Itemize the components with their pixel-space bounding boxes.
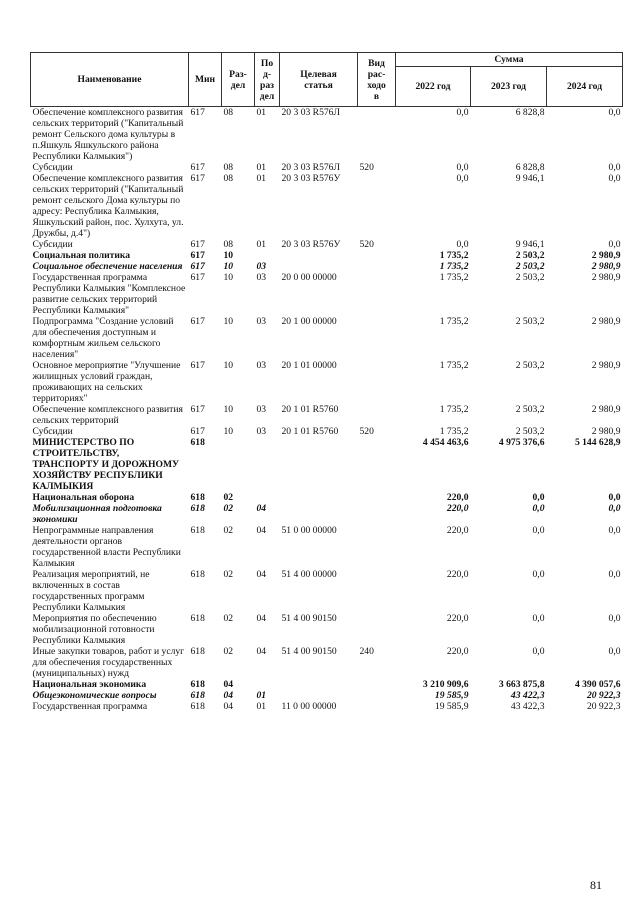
- row-sum-2023: 9 946,1: [515, 239, 545, 250]
- table-row: [31, 173, 623, 239]
- row-sum-2024: 2 980,9: [591, 360, 621, 371]
- table-row: [31, 679, 623, 690]
- row-sum-2022: 1 735,2: [439, 360, 469, 371]
- row-sum-2024: 0,0: [608, 569, 621, 580]
- row-podrazdel: 04: [256, 613, 267, 624]
- row-min: 618: [190, 613, 205, 624]
- row-name: Субсидии: [32, 162, 73, 173]
- table-row: [31, 272, 623, 316]
- row-target-article: [280, 679, 358, 690]
- row-expense-type: [358, 690, 396, 701]
- row-razdel: 02: [223, 525, 234, 536]
- row-expense-type: 520: [359, 162, 374, 173]
- row-podrazdel: 04: [256, 525, 267, 536]
- row-sum-2023: 0,0: [532, 569, 545, 580]
- row-sum-2023: 6 828,8: [515, 162, 545, 173]
- row-podrazdel: 03: [256, 360, 267, 371]
- row-sum-2023: 2 503,2: [515, 404, 545, 415]
- row-podrazdel: 03: [256, 426, 267, 437]
- header-year-2024: 2024 год: [547, 67, 623, 107]
- table-row: [31, 404, 623, 426]
- row-sum-2024: 4 390 057,6: [574, 679, 621, 690]
- row-target-article: 20 1 01 R5760: [281, 426, 339, 437]
- row-name: Субсидии: [32, 426, 73, 437]
- row-name: Реализация мероприятий, не включенных в состав государственных программ Республики Калмыкия: [32, 569, 150, 613]
- row-razdel: 04: [223, 679, 234, 690]
- row-podrazdel: [255, 250, 280, 261]
- row-podrazdel: 01: [256, 107, 267, 118]
- row-name: Подпрограмма "Создание условий для обеспечения доступным и комфортным жильем сельского населения": [32, 316, 174, 360]
- row-sum-2023: 2 503,2: [515, 360, 545, 371]
- row-sum-2022: 220,0: [446, 646, 469, 657]
- row-expense-type: [358, 272, 396, 316]
- row-name: Основное мероприятие "Улучшение жилищных условий граждан, проживающих на сельских территориях": [32, 360, 181, 404]
- row-sum-2023: 6 828,8: [515, 107, 545, 118]
- row-expense-type: [358, 492, 396, 503]
- row-sum-2024: 20 922,3: [586, 701, 621, 712]
- row-name: Социальное обеспечение населения: [32, 261, 183, 272]
- row-sum-2023: 0,0: [532, 613, 545, 624]
- row-razdel: 02: [223, 492, 234, 503]
- row-name: Субсидии: [32, 239, 73, 250]
- row-razdel: 10: [223, 404, 234, 415]
- row-min: 618: [190, 569, 205, 580]
- page-number: 81: [590, 878, 602, 892]
- table-row: [31, 239, 623, 250]
- row-sum-2022: 220,0: [446, 569, 469, 580]
- row-podrazdel: [255, 679, 280, 690]
- row-target-article: 11 0 00 00000: [281, 701, 337, 712]
- row-target-article: 20 3 03 R576Л: [281, 107, 340, 118]
- row-sum-2022: 220,0: [446, 492, 469, 503]
- row-expense-type: [358, 404, 396, 426]
- row-sum-2022: 0,0: [456, 173, 469, 184]
- header-vid: Вид рас- ходо в: [358, 53, 396, 107]
- row-sum-2022: 1 735,2: [439, 316, 469, 327]
- row-sum-2022: 220,0: [446, 503, 469, 514]
- row-sum-2022: 0,0: [456, 239, 469, 250]
- row-min: 617: [190, 250, 205, 261]
- row-podrazdel: 01: [256, 701, 267, 712]
- row-name: Социальная политика: [32, 250, 131, 261]
- table-row: [31, 690, 623, 701]
- row-min: 618: [190, 646, 205, 657]
- row-podrazdel: 03: [256, 272, 267, 283]
- table-row: [31, 250, 623, 261]
- row-name: Обеспечение комплексного развития сельских территорий ("Капитальный ремонт Сельского дома культуры в п.Яшкуль Яшкульского района Республики Калмыкия"): [32, 107, 184, 162]
- row-razdel: 08: [223, 239, 234, 250]
- row-sum-2024: 0,0: [608, 162, 621, 173]
- table-row: [31, 107, 623, 163]
- row-expense-type: 520: [359, 426, 374, 437]
- row-sum-2023: 43 422,3: [510, 690, 545, 701]
- row-target-article: 20 3 03 R576У: [281, 239, 341, 250]
- table-row: [31, 492, 623, 503]
- row-target-article: 20 1 00 00000: [281, 316, 337, 327]
- row-target-article: [280, 261, 358, 272]
- table-row: [31, 613, 623, 646]
- table-row: [31, 261, 623, 272]
- row-name: Мобилизационная подготовка экономики: [32, 503, 162, 525]
- row-min: 618: [190, 525, 205, 536]
- table-row: [31, 162, 623, 173]
- row-min: 617: [190, 261, 205, 272]
- budget-table: [30, 52, 623, 712]
- row-sum-2024: 0,0: [608, 646, 621, 657]
- table-row: [31, 360, 623, 404]
- row-expense-type: [358, 316, 396, 360]
- row-sum-2024: 2 980,9: [591, 426, 621, 437]
- row-sum-2022: 19 585,9: [434, 690, 469, 701]
- row-min: 618: [190, 679, 205, 690]
- row-sum-2023: 4 975 376,6: [498, 437, 545, 448]
- row-sum-2024: 2 980,9: [591, 261, 621, 272]
- row-sum-2023: 0,0: [532, 492, 545, 503]
- row-name: МИНИСТЕРСТВО ПО СТРОИТЕЛЬСТВУ, ТРАНСПОРТУ И ДОРОЖНОМУ ХОЗЯЙСТВУ РЕСПУБЛИКИ КАЛМЫКИЯ: [32, 437, 180, 492]
- row-expense-type: [358, 679, 396, 690]
- row-sum-2024: 0,0: [608, 492, 621, 503]
- row-expense-type: [358, 173, 396, 239]
- row-sum-2024: 2 980,9: [591, 404, 621, 415]
- row-sum-2022: 0,0: [456, 107, 469, 118]
- row-sum-2024: 0,0: [608, 173, 621, 184]
- row-expense-type: [358, 261, 396, 272]
- row-sum-2024: 0,0: [608, 613, 621, 624]
- row-target-article: 20 3 03 R576У: [281, 173, 341, 184]
- table-row: [31, 437, 623, 492]
- row-razdel: 02: [223, 613, 234, 624]
- row-name: Обеспечение комплексного развития сельских территорий: [32, 404, 183, 426]
- row-razdel: 02: [223, 503, 234, 514]
- row-expense-type: [358, 107, 396, 163]
- row-sum-2024: 2 980,9: [591, 272, 621, 283]
- row-target-article: 51 0 00 00000: [281, 525, 337, 536]
- row-target-article: [280, 503, 358, 525]
- row-sum-2023: 43 422,3: [510, 701, 545, 712]
- header-razdel: Раз- дел: [222, 53, 255, 107]
- row-expense-type: [358, 525, 396, 569]
- header-name: Наименование: [31, 53, 189, 107]
- row-min: 617: [190, 173, 205, 184]
- table-row: [31, 646, 623, 679]
- row-target-article: 51 4 00 00000: [281, 569, 337, 580]
- row-razdel: 08: [223, 162, 234, 173]
- row-sum-2023: 2 503,2: [515, 272, 545, 283]
- row-name: Государственная программа Республики Калмыкия "Комплексное развитие сельских территорий Республики Калмыкия": [32, 272, 186, 316]
- row-sum-2024: 2 980,9: [591, 316, 621, 327]
- row-name: Государственная программа: [32, 701, 148, 712]
- row-razdel: 08: [223, 173, 234, 184]
- row-expense-type: [358, 437, 396, 492]
- row-podrazdel: 03: [256, 404, 267, 415]
- row-razdel: 02: [223, 646, 234, 657]
- table-row: [31, 316, 623, 360]
- header-year-2023: 2023 год: [471, 67, 547, 107]
- row-expense-type: [358, 701, 396, 712]
- row-razdel: 08: [223, 107, 234, 118]
- row-sum-2022: 0,0: [456, 162, 469, 173]
- table-row: [31, 426, 623, 437]
- row-podrazdel: 04: [256, 569, 267, 580]
- row-expense-type: [358, 250, 396, 261]
- row-name: Национальная экономика: [32, 679, 147, 690]
- row-razdel: 04: [223, 690, 234, 701]
- row-target-article: 20 1 01 00000: [281, 360, 337, 371]
- row-podrazdel: 01: [256, 239, 267, 250]
- budget-page: [30, 52, 622, 712]
- row-min: 617: [190, 107, 205, 118]
- row-sum-2024: 2 980,9: [591, 250, 621, 261]
- row-sum-2022: 4 454 463,6: [422, 437, 469, 448]
- row-expense-type: [358, 503, 396, 525]
- row-min: 618: [190, 690, 205, 701]
- row-sum-2022: 1 735,2: [439, 426, 469, 437]
- row-sum-2022: 1 735,2: [439, 272, 469, 283]
- row-razdel: 10: [223, 272, 234, 283]
- row-sum-2024: 0,0: [608, 239, 621, 250]
- row-expense-type: [358, 569, 396, 613]
- row-name: Национальная оборона: [32, 492, 135, 503]
- row-min: 617: [190, 360, 205, 371]
- row-expense-type: 240: [359, 646, 374, 657]
- row-razdel: 10: [223, 261, 234, 272]
- row-sum-2022: 1 735,2: [439, 261, 469, 272]
- row-podrazdel: [255, 492, 280, 503]
- row-sum-2023: 9 946,1: [515, 173, 545, 184]
- table-header: [31, 53, 623, 107]
- row-sum-2022: 1 735,2: [439, 404, 469, 415]
- header-article: Целевая статья: [280, 53, 358, 107]
- header-sum: Сумма: [396, 53, 623, 67]
- table-row: [31, 569, 623, 613]
- row-podrazdel: 04: [256, 503, 267, 514]
- row-name: Общеэкономические вопросы: [32, 690, 157, 701]
- row-min: 617: [190, 162, 205, 173]
- row-sum-2023: 0,0: [532, 503, 545, 514]
- row-razdel: 10: [223, 426, 234, 437]
- row-sum-2024: 20 922,3: [586, 690, 621, 701]
- row-target-article: [280, 690, 358, 701]
- row-sum-2024: 5 144 628,9: [574, 437, 621, 448]
- row-name: Мероприятия по обеспечению мобилизационной готовности Республики Калмыкия: [32, 613, 157, 646]
- row-target-article: 51 4 00 90150: [281, 646, 337, 657]
- row-min: 618: [190, 701, 205, 712]
- row-min: 617: [190, 426, 205, 437]
- row-target-article: 20 1 01 R5760: [281, 404, 339, 415]
- row-razdel: 10: [223, 250, 234, 261]
- row-sum-2023: 0,0: [532, 525, 545, 536]
- row-min: 617: [190, 272, 205, 283]
- row-sum-2022: 19 585,9: [434, 701, 469, 712]
- row-expense-type: 520: [359, 239, 374, 250]
- row-target-article: [280, 492, 358, 503]
- row-min: 617: [190, 239, 205, 250]
- row-sum-2023: 3 663 875,8: [498, 679, 545, 690]
- row-sum-2024: 0,0: [608, 107, 621, 118]
- table-row: [31, 701, 623, 712]
- row-razdel: 10: [223, 360, 234, 371]
- row-name: Иные закупки товаров, работ и услуг для обеспечения государственных (муниципальных) нужд: [32, 646, 185, 679]
- row-min: 618: [190, 503, 205, 514]
- row-podrazdel: 03: [256, 261, 267, 272]
- header-year-2022: 2022 год: [396, 67, 471, 107]
- row-name: Непрограммные направления деятельности органов государственной власти Республики Калмыкия: [32, 525, 181, 569]
- row-sum-2022: 220,0: [446, 525, 469, 536]
- row-sum-2022: 220,0: [446, 613, 469, 624]
- row-target-article: [280, 437, 358, 492]
- row-razdel: 10: [223, 316, 234, 327]
- row-min: 617: [190, 316, 205, 327]
- table-row: [31, 525, 623, 569]
- row-sum-2024: 0,0: [608, 503, 621, 514]
- row-min: 617: [190, 404, 205, 415]
- row-sum-2023: 2 503,2: [515, 316, 545, 327]
- row-expense-type: [358, 613, 396, 646]
- row-podrazdel: [255, 437, 280, 492]
- row-min: 618: [190, 492, 205, 503]
- row-sum-2023: 0,0: [532, 646, 545, 657]
- row-razdel: [222, 437, 255, 492]
- row-target-article: 20 0 00 00000: [281, 272, 337, 283]
- row-target-article: [280, 250, 358, 261]
- row-sum-2023: 2 503,2: [515, 261, 545, 272]
- row-razdel: 04: [223, 701, 234, 712]
- header-podrazdel: По д- раз дел: [255, 53, 280, 107]
- row-expense-type: [358, 360, 396, 404]
- row-podrazdel: 04: [256, 646, 267, 657]
- row-podrazdel: 01: [256, 173, 267, 184]
- row-sum-2023: 2 503,2: [515, 250, 545, 261]
- header-min: Мин: [189, 53, 222, 107]
- row-razdel: 02: [223, 569, 234, 580]
- row-podrazdel: 01: [256, 162, 267, 173]
- row-sum-2024: 0,0: [608, 525, 621, 536]
- table-row: [31, 503, 623, 525]
- row-sum-2022: 1 735,2: [439, 250, 469, 261]
- row-name: Обеспечение комплексного развития сельских территорий ("Капитальный ремонт сельского Дома культуры по адресу: Республика Калмыкия, Яшкульский район, пос. Хулхута, ул. Дружбы, д.4"): [32, 173, 184, 239]
- row-min: 618: [190, 437, 205, 448]
- row-podrazdel: 01: [256, 690, 267, 701]
- row-target-article: 51 4 00 90150: [281, 613, 337, 624]
- row-podrazdel: 03: [256, 316, 267, 327]
- row-target-article: 20 3 03 R576Л: [281, 162, 340, 173]
- table-body: [31, 107, 623, 713]
- row-sum-2022: 3 210 909,6: [422, 679, 469, 690]
- row-sum-2023: 2 503,2: [515, 426, 545, 437]
